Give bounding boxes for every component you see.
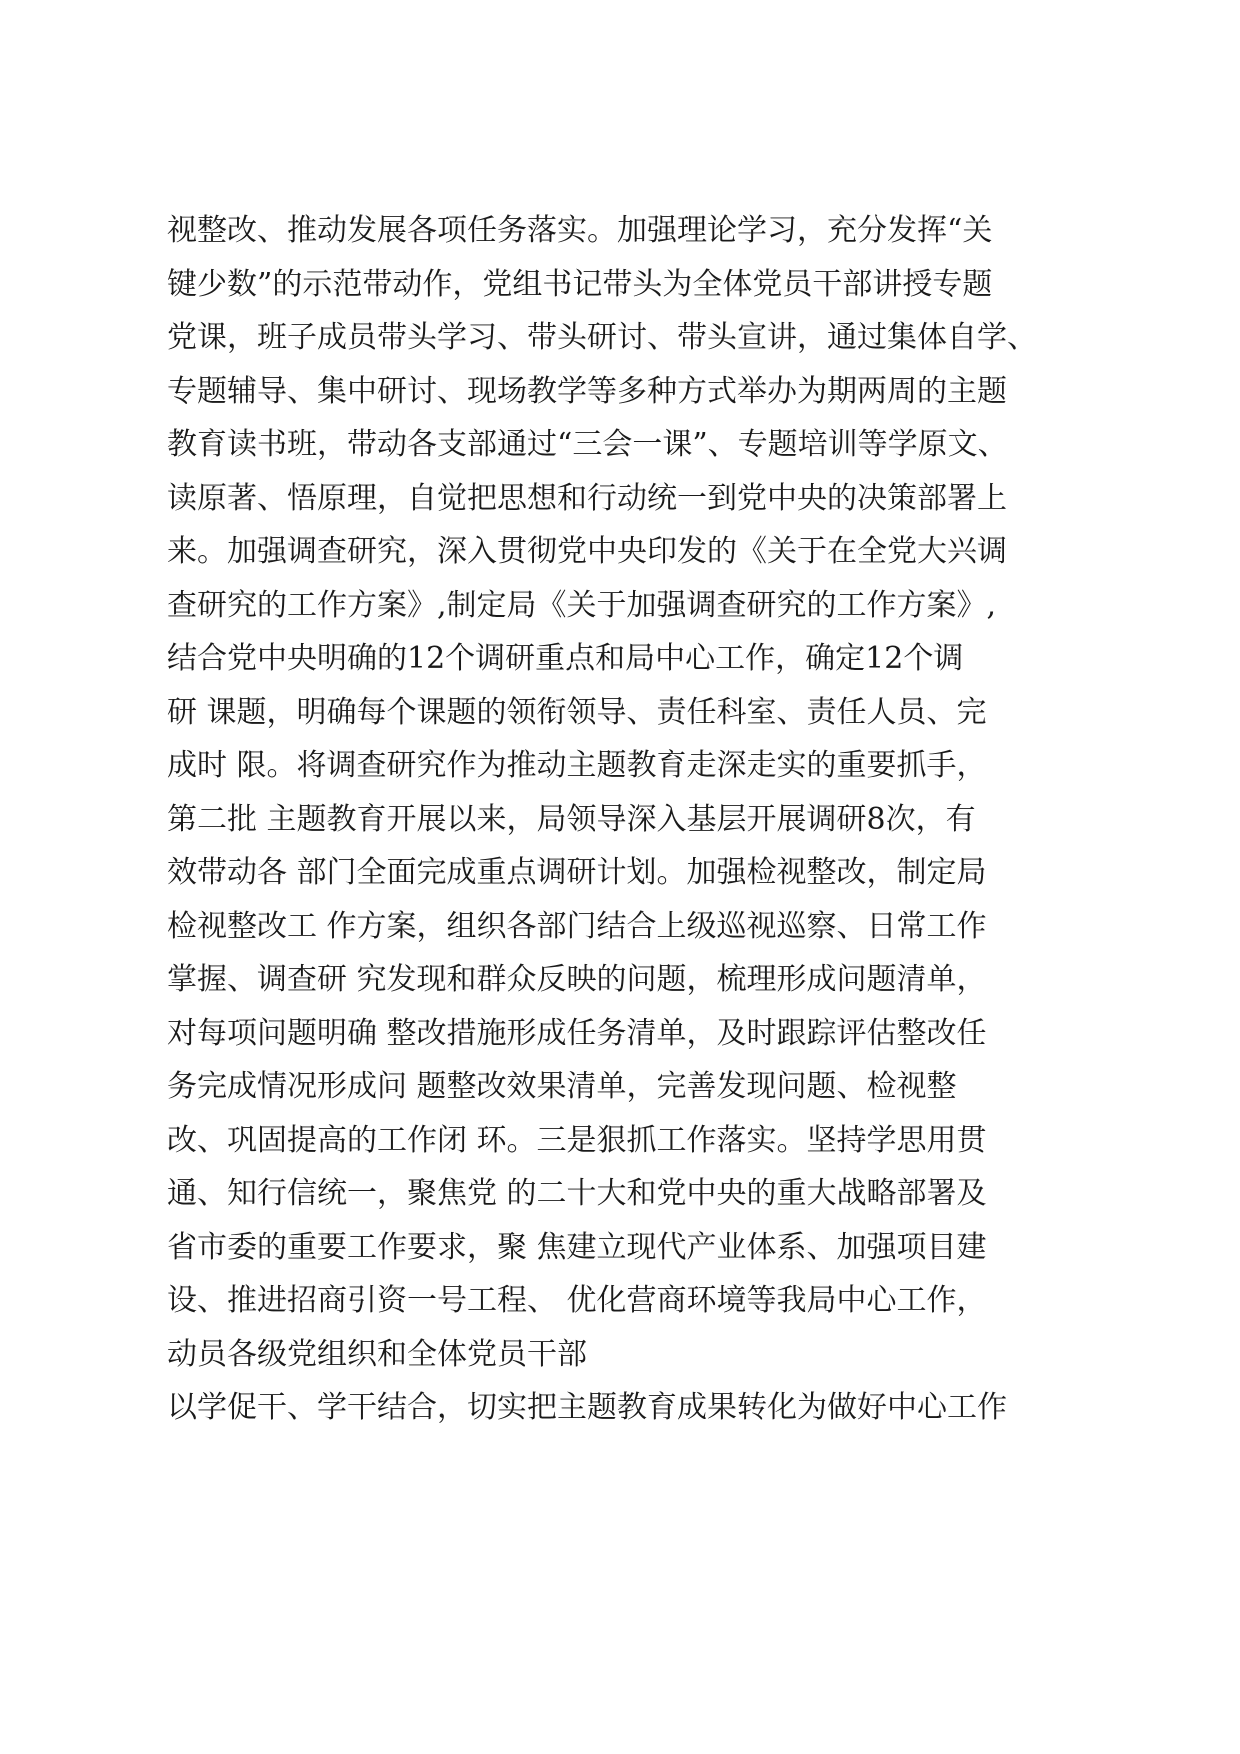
text-line: 教育读书班，带动各支部通过“三会一课”、专题培训等学原文、: [167, 427, 1008, 462]
text-line: 改、巩固提高的工作闭 环。三是狠抓工作落实。坚持学思用贯: [167, 1122, 987, 1158]
text-line: 来。加强调查研究，深入贯彻党中央印发的《关于在全党大兴调: [167, 534, 1007, 569]
text-line: 第二批 主题教育开展以来，局领导深入基层开展调研8次，有: [167, 801, 976, 837]
text-line: 以学促干、学干结合，切实把主题教育成果转化为做好中心工作: [167, 1390, 1007, 1425]
text-line: 专题辅导、集中研讨、现场教学等多种方式举办为期两周的主题: [167, 373, 1007, 409]
text-line: 效带动各 部门全面完成重点调研计划。加强检视整改，制定局: [167, 855, 987, 890]
text-line: 检视整改工 作方案，组织各部门结合上级巡视巡察、日常工作: [167, 908, 987, 944]
body-text: [167, 204, 1087, 1435]
text-line: 键少数”的示范带动作，党组书记带头为全体党员干部讲授专题: [167, 266, 993, 302]
text-line: 务完成情况形成问 题整改效果清单，完善发现问题、检视整: [167, 1069, 957, 1104]
text-line: 党课，班子成员带头学习、带头研讨、带头宣讲，通过集体自学、: [167, 320, 1037, 355]
text-line: 对每项问题明确 整改措施形成任务清单，及时跟踪评估整改任: [167, 1015, 987, 1051]
text-line: 设、推进招商引资一号工程、 优化营商环境等我局中心工作，: [167, 1283, 987, 1318]
text-line: 省市委的重要工作要求，聚 焦建立现代产业体系、加强项目建: [167, 1229, 987, 1265]
text-line: 结合党中央明确的12个调研重点和局中心工作，确定12个调: [167, 641, 964, 676]
text-line: 读原著、悟原理，自觉把思想和行动统一到党中央的决策部署上: [167, 480, 1007, 516]
text-line: 研 课题，明确每个课题的领衔领导、责任科室、责任人员、完: [167, 694, 987, 730]
text-line: 掌握、调查研 究发现和群众反映的问题，梳理形成问题清单，: [167, 962, 987, 997]
text-line: 通、知行信统一，聚焦党 的二十大和党中央的重大战略部署及: [167, 1176, 987, 1211]
text-line: 视整改、推动发展各项任务落实。加强理论学习，充分发挥“关: [167, 213, 993, 248]
text-line: 动员各级党组织和全体党员干部: [167, 1336, 587, 1372]
text-line: 成时 限。将调查研究作为推动主题教育走深走实的重要抓手，: [167, 748, 987, 783]
text-line: 查研究的工作方案》,制定局《关于加强调查研究的工作方案》,: [167, 587, 997, 623]
